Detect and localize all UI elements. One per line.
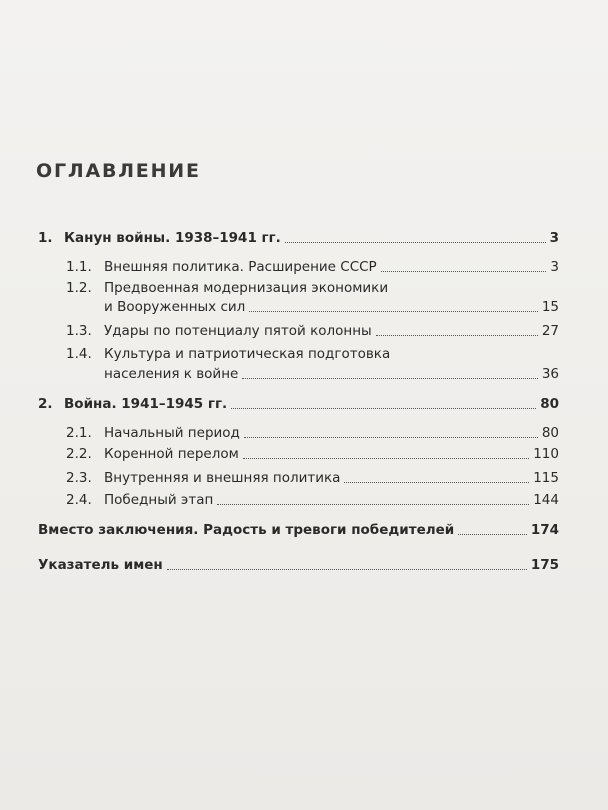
toc-entry-1-1[interactable] [66, 259, 559, 275]
dot-leader [344, 482, 529, 483]
dot-leader [217, 504, 529, 505]
toc-title: Внутренняя и внешняя политика [104, 470, 341, 486]
toc-number: 2.3. [66, 470, 92, 486]
dot-leader [376, 335, 538, 336]
toc-entry-1-2[interactable] [104, 299, 559, 315]
page-title: ОГЛАВЛЕНИЕ [36, 160, 201, 182]
toc-entry-1-4-first-line[interactable] [66, 346, 390, 362]
dot-leader [285, 242, 546, 243]
toc-entry-2-2[interactable] [66, 446, 559, 462]
toc-page-number: 3 [549, 230, 559, 246]
dot-leader [231, 408, 536, 409]
toc-entry-1-4[interactable] [104, 366, 559, 382]
toc-title: Победный этап [104, 492, 214, 508]
toc-number: 2.1. [66, 425, 92, 441]
toc-number: 1.1. [66, 259, 92, 275]
toc-title: Война. 1941–1945 гг. [64, 396, 228, 412]
toc-page-number: 27 [541, 323, 559, 339]
toc-page-number: 115 [533, 470, 559, 486]
dot-leader [242, 378, 537, 379]
toc-entry-1-2-first-line[interactable] [66, 280, 388, 296]
dot-leader [458, 534, 527, 535]
toc-title: Внешняя политика. Расширение СССР [104, 259, 377, 275]
dot-leader [243, 458, 529, 459]
toc-number: 1. [38, 230, 53, 246]
toc-title: и Вооруженных сил [104, 299, 246, 315]
toc-title: Канун войны. 1938–1941 гг. [64, 230, 281, 246]
toc-number: 2.2. [66, 446, 92, 462]
toc-entry-1-3[interactable] [66, 323, 559, 339]
toc-title-line1: Предвоенная модернизация экономики [104, 280, 389, 296]
toc-number: 2. [38, 396, 53, 412]
toc-title: Вместо заключения. Радость и тревоги победителей [38, 522, 455, 538]
toc-number: 2.4. [66, 492, 92, 508]
toc-title: Указатель имен [38, 557, 163, 573]
dot-leader [167, 569, 527, 570]
toc-page-number: 144 [533, 492, 559, 508]
toc-title: Удары по потенциалу пятой колонны [104, 323, 372, 339]
toc-page-number: 3 [550, 259, 559, 275]
toc-number: 1.3. [66, 323, 92, 339]
toc-title-line1: Культура и патриотическая подготовка [104, 346, 391, 362]
toc-entry-2-1[interactable] [66, 425, 559, 441]
toc-number: 1.4. [66, 346, 92, 362]
toc-page-number: 174 [530, 522, 559, 538]
toc-page-number: 80 [541, 425, 559, 441]
toc-entry-conclusion[interactable] [38, 522, 559, 538]
dot-leader [244, 437, 538, 438]
dot-leader [249, 311, 538, 312]
toc-page-number: 80 [540, 396, 559, 412]
toc-page-number: 15 [541, 299, 559, 315]
toc-page-number: 110 [533, 446, 559, 462]
toc-title: Коренной перелом [104, 446, 239, 462]
toc-entry-2-3[interactable] [66, 470, 559, 486]
toc-title: населения к войне [104, 366, 239, 382]
toc-entry-index[interactable] [38, 557, 559, 573]
toc-entry-1[interactable] [38, 230, 559, 246]
toc-entry-2-4[interactable] [66, 492, 559, 508]
toc-title: Начальный период [104, 425, 240, 441]
toc-page-number: 175 [530, 557, 559, 573]
toc-number: 1.2. [66, 280, 92, 296]
toc-entry-2[interactable] [38, 396, 559, 412]
toc-page-number: 36 [541, 366, 559, 382]
dot-leader [381, 271, 547, 272]
